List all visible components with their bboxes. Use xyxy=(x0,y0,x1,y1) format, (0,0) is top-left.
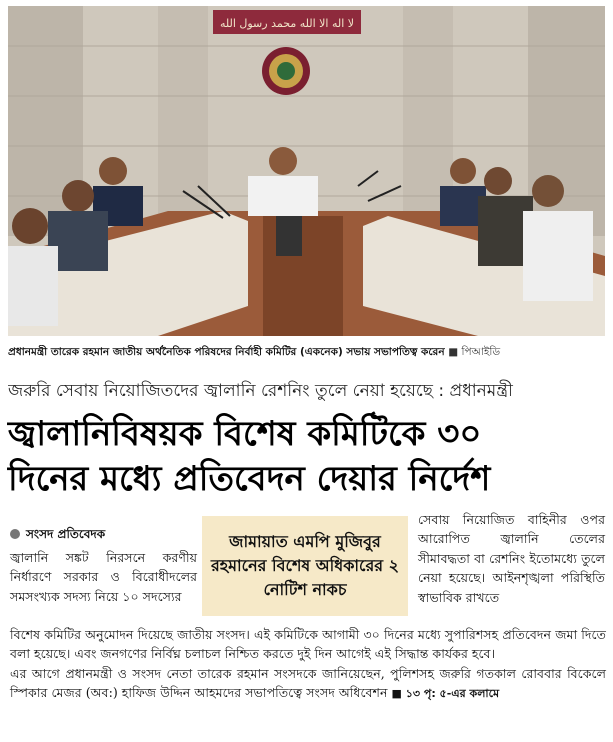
body-column-left xyxy=(10,548,197,606)
photo-caption xyxy=(8,345,605,363)
body-wide-section xyxy=(10,625,606,704)
body-column-right xyxy=(418,510,605,607)
bullet-icon xyxy=(10,529,20,539)
article-headline xyxy=(8,412,608,502)
reporter-name: সংসদ প্রতিবেদক xyxy=(26,527,106,541)
headline-line-1: জ্বালানিবিষয়ক বিশেষ কমিটিকে ৩০ xyxy=(8,414,482,454)
continued-marker: ■ ১৩ পৃ: ৫-এর কলামে xyxy=(391,687,500,701)
article-kicker: জরুরি সেবায় নিয়োজিতদের জ্বালানি রেশনিং তুলে নেয়া হয়েছে : প্রধানমন্ত্রী xyxy=(8,381,513,401)
highlight-box-text: জামায়াত এমপি মুজিবুর রহমানের বিশেষ অধিকারের ২ নোটিশ নাকচ xyxy=(210,532,400,599)
body-text-1b: এবং জনগণের নির্বিঘ্ন চলাচল নিশ্চিত করতে দুই দিন আগেই এই সিদ্ধান্ত কার্যকর হবে। xyxy=(74,646,496,662)
banner-text: لا اله الا الله محمد رسول الله xyxy=(219,17,355,30)
caption-text: প্রধানমন্ত্রী তারেক রহমান জাতীয় অর্থনৈতিক পরিষদের নির্বাহী কমিটির (একনেক) সভায় সভাপতিত্ব করেন xyxy=(8,346,445,358)
body-paragraph-right: সেবায় নিয়োজিত বাহিনীর ওপর আরোপিত জ্বালানি তেলের সীমাবদ্ধতা বা রেশনিং ইতোমধ্যে তুলে নেয়া হয়েছে। আইনশৃঙ্খলা পরিস্থিতি স্বাভাবিক রাখতে xyxy=(418,512,605,605)
body-text-2b: গতকাল রোববার বিকেলে স্পিকার মেজর (অব:) হাফিজ উদ্দিন আহমদের সভাপতিত্বে সংসদ অধিবেশন xyxy=(10,665,606,701)
meeting-photo-illustration xyxy=(8,6,605,336)
body-paragraph-left: জ্বালানি সঙ্কট নিরসনে করণীয় নির্ধারণে সরকার ও বিরোধীদলের সমসংখ্যক সদস্য নিয়ে ১০ সদস্যের xyxy=(10,550,197,604)
sidebar-highlight-box xyxy=(202,516,408,616)
headline-line-2: দিনের মধ্যে প্রতিবেদন দেয়ার নির্দেশ xyxy=(8,459,491,499)
reporter-byline xyxy=(10,526,105,546)
body-text-1a: বিশেষ কমিটির অনুমোদন দিয়েছে জাতীয় সংসদ। এই কমিটিকে আগামী ৩০ দিনের মধ্যে সুপারিশসহ প্রতিবেদন জমা দিতে বলা হয়েছে। xyxy=(10,627,606,662)
body-paragraph-wide-2 xyxy=(10,664,606,704)
body-paragraph-wide-1 xyxy=(10,625,606,664)
body-text-2a: এর আগে প্রধানমন্ত্রী ও সংসদ নেতা তারেক রহমান সংসদকে জানিয়েছেন, পুলিশসহ জরুরি xyxy=(10,665,471,681)
news-photo xyxy=(8,6,605,336)
photo-credit: ■ পিআইডি xyxy=(448,346,501,358)
